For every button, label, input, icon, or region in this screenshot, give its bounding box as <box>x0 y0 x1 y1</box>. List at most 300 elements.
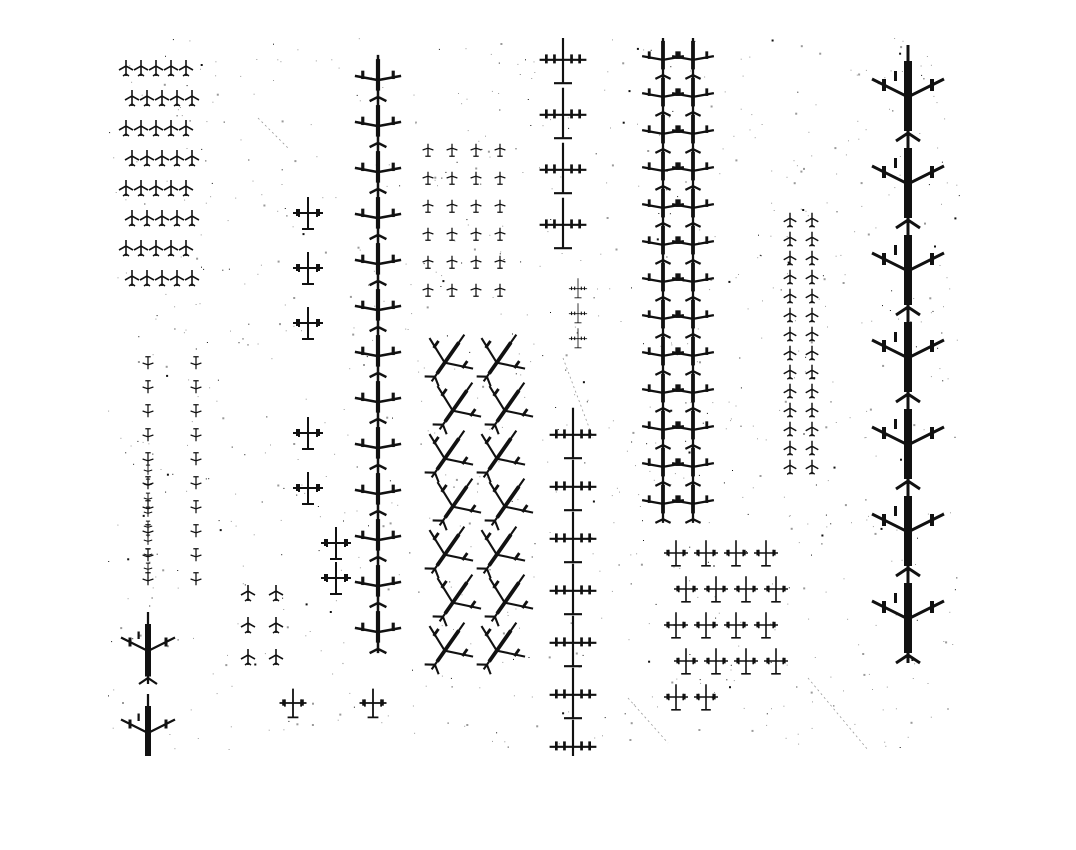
noise-speck <box>577 332 578 333</box>
noise-speck <box>201 234 202 235</box>
noise-speck <box>883 709 884 710</box>
noise-speck <box>475 168 477 170</box>
noise-speck <box>787 665 788 666</box>
noise-speck <box>927 56 928 57</box>
noise-speck <box>575 327 576 328</box>
noise-speck <box>876 456 877 457</box>
small-jet-column-aircraft <box>191 357 202 370</box>
noise-speck <box>162 569 164 571</box>
noise-speck <box>899 53 901 55</box>
noise-speck <box>757 257 758 258</box>
four-engine-column-aircraft <box>569 278 587 298</box>
dense-transport-column-aircraft <box>642 38 684 79</box>
fighter-cluster-aircraft <box>119 180 133 196</box>
twin-prop-cluster-aircraft <box>734 576 758 602</box>
noise-speck <box>392 418 393 419</box>
noise-speck <box>929 184 930 185</box>
fighter-cluster-right-aircraft <box>806 384 819 398</box>
noise-speck <box>428 430 429 431</box>
noise-speck <box>697 361 698 362</box>
noise-speck <box>283 609 284 610</box>
noise-speck <box>173 39 174 40</box>
noise-speck <box>229 749 230 750</box>
fighter-cluster-aircraft <box>149 180 163 196</box>
small-jets-mid-aircraft <box>471 144 482 157</box>
noise-speck <box>929 297 931 299</box>
noise-speck <box>503 632 505 634</box>
noise-speck <box>599 571 600 572</box>
noise-speck <box>744 708 745 709</box>
noise-speck <box>797 92 798 93</box>
noise-speck <box>282 169 283 170</box>
noise-speck <box>845 274 846 275</box>
noise-speck <box>588 400 589 401</box>
noise-speck <box>390 480 391 481</box>
twin-prop-cluster-aircraft <box>694 684 718 710</box>
fighter-cluster-aircraft <box>164 120 178 136</box>
noise-speck <box>374 271 375 272</box>
noise-speck <box>144 204 145 205</box>
attack-jets-aircraft <box>269 617 283 633</box>
noise-speck <box>596 153 597 154</box>
noise-speck <box>530 125 531 126</box>
noise-speck <box>753 487 754 488</box>
noise-speck <box>358 247 360 249</box>
noise-speck <box>654 480 655 481</box>
noise-speck <box>844 578 845 579</box>
noise-speck <box>707 413 708 414</box>
noise-speck <box>245 584 246 585</box>
noise-speck <box>453 629 454 630</box>
small-jet-column-aircraft <box>191 501 202 514</box>
noise-speck <box>306 603 308 605</box>
noise-speck <box>137 441 138 442</box>
noise-speck <box>360 100 361 101</box>
noise-speck <box>704 77 705 78</box>
fighter-cluster-aircraft <box>185 150 199 166</box>
noise-speck <box>543 125 544 126</box>
noise-speck <box>515 609 516 610</box>
noise-speck <box>387 186 388 187</box>
twin-engine-column-aircraft <box>360 689 387 718</box>
noise-speck <box>520 74 521 75</box>
bombers-diagonal-aircraft <box>418 367 494 444</box>
noise-speck <box>728 281 730 283</box>
noise-speck <box>698 328 699 329</box>
noise-speck <box>807 524 808 525</box>
noise-speck <box>798 744 799 745</box>
noise-speck <box>258 344 259 345</box>
noise-speck <box>921 66 922 67</box>
small-jets-mid-aircraft <box>423 284 434 297</box>
twin-engine-column-aircraft <box>280 689 307 718</box>
dense-transport-column-aircraft <box>672 111 714 153</box>
dense-transport-column-aircraft <box>672 333 714 375</box>
fighter-cluster-aircraft <box>179 240 193 256</box>
noise-speck <box>424 263 425 264</box>
noise-speck <box>955 589 956 590</box>
noise-speck <box>120 627 122 629</box>
four-engine-column-aircraft <box>569 328 587 348</box>
noise-speck <box>794 160 795 161</box>
noise-speck <box>445 474 446 475</box>
noise-speck <box>236 526 237 527</box>
noise-speck <box>725 91 726 92</box>
photo-frame <box>108 38 966 756</box>
noise-speck <box>451 678 452 679</box>
fighter-cluster-aircraft <box>179 60 193 76</box>
noise-speck <box>421 401 422 402</box>
noise-speck <box>743 76 744 77</box>
noise-speck <box>638 494 639 495</box>
noise-speck <box>753 426 754 427</box>
noise-speck <box>414 733 415 734</box>
noise-speck <box>861 182 863 184</box>
noise-speck <box>761 255 762 256</box>
noise-speck <box>519 628 520 629</box>
noise-speck <box>655 443 656 444</box>
twin-prop-cluster-aircraft <box>724 540 748 566</box>
fighter-cluster-aircraft <box>140 90 154 106</box>
noise-speck <box>612 164 614 166</box>
noise-speck <box>206 478 207 479</box>
bombers-diagonal-aircraft <box>470 367 546 444</box>
noise-speck <box>196 258 198 260</box>
noise-speck <box>726 428 727 429</box>
transport-column-aircraft <box>355 55 401 101</box>
noise-speck <box>762 300 763 301</box>
noise-speck <box>866 129 867 130</box>
noise-speck <box>208 478 209 479</box>
noise-speck <box>797 165 798 166</box>
noise-speck <box>335 197 336 198</box>
noise-speck <box>283 488 284 489</box>
heavy-transport-right-aircraft <box>872 393 944 489</box>
fighter-cluster-right-aircraft <box>784 327 797 341</box>
noise-speck <box>310 631 311 632</box>
small-plane-column-aircraft <box>144 535 152 545</box>
noise-speck <box>344 409 345 410</box>
noise-speck <box>941 333 942 334</box>
noise-speck <box>652 696 653 697</box>
noise-speck <box>794 377 795 378</box>
noise-speck <box>113 728 114 729</box>
fighter-cluster-aircraft <box>140 150 154 166</box>
noise-speck <box>771 203 772 204</box>
noise-speck <box>771 662 772 663</box>
bombers-diagonal-aircraft <box>410 511 486 588</box>
noise-speck <box>244 284 245 285</box>
fighter-cluster-aircraft <box>155 210 169 226</box>
noise-speck <box>631 287 632 288</box>
noise-speck <box>834 467 836 469</box>
noise-speck <box>811 555 812 556</box>
noise-speck <box>390 522 392 524</box>
noise-speck <box>729 402 730 403</box>
fighter-cluster-aircraft <box>149 60 163 76</box>
noise-speck <box>454 487 455 488</box>
twin-prop-cluster-aircraft <box>764 648 788 674</box>
bombers-diagonal-aircraft <box>410 607 486 684</box>
twin-engine-column-aircraft <box>293 417 323 449</box>
noise-speck <box>136 161 137 162</box>
noise-speck <box>825 426 827 428</box>
fighter-cluster-right-aircraft <box>806 441 819 455</box>
noise-speck <box>733 136 734 137</box>
small-jets-mid-aircraft <box>423 172 434 185</box>
noise-speck <box>301 485 302 486</box>
bombers-diagonal-aircraft <box>470 463 546 540</box>
noise-speck <box>227 655 228 656</box>
noise-speck <box>738 646 739 647</box>
noise-speck <box>827 202 828 203</box>
noise-speck <box>597 289 598 290</box>
noise-speck <box>612 495 613 496</box>
fighter-cluster-aircraft <box>134 120 148 136</box>
noise-speck <box>873 526 874 527</box>
noise-speck <box>700 683 701 684</box>
transport-column-aircraft <box>355 377 401 423</box>
noise-speck <box>512 501 513 502</box>
noise-speck <box>360 567 361 568</box>
noise-speck <box>265 452 266 453</box>
noise-speck <box>610 128 611 129</box>
small-plane-column-aircraft <box>144 465 152 475</box>
noise-speck <box>206 203 207 204</box>
aircraft-layer <box>119 38 944 756</box>
fighter-cluster-right-aircraft <box>784 270 797 284</box>
noise-speck <box>858 644 859 645</box>
noise-speck <box>774 210 775 211</box>
noise-speck <box>424 368 425 369</box>
background-noise <box>108 38 960 750</box>
noise-speck <box>825 306 826 307</box>
noise-speck <box>798 351 799 352</box>
noise-speck <box>133 464 134 465</box>
fighter-cluster-aircraft <box>119 240 133 256</box>
small-jets-mid-aircraft <box>495 172 506 185</box>
noise-speck <box>265 653 266 654</box>
noise-speck <box>257 274 258 275</box>
noise-speck <box>943 306 944 307</box>
noise-speck <box>278 261 280 263</box>
noise-speck <box>502 427 503 428</box>
noise-speck <box>685 402 686 403</box>
noise-speck <box>485 136 486 137</box>
noise-speck <box>311 124 312 125</box>
small-jet-column-aircraft <box>191 525 202 538</box>
noise-speck <box>270 445 271 446</box>
noise-speck <box>547 462 548 463</box>
noise-speck <box>181 257 182 258</box>
noise-speck <box>421 444 422 445</box>
noise-speck <box>634 704 635 705</box>
noise-speck <box>502 662 503 663</box>
noise-speck <box>201 64 203 66</box>
noise-speck <box>520 374 521 375</box>
noise-speck <box>731 418 732 419</box>
noise-speck <box>617 488 618 489</box>
noise-speck <box>827 327 828 328</box>
noise-speck <box>531 78 532 79</box>
noise-speck <box>550 219 551 220</box>
noise-speck <box>238 623 239 624</box>
noise-speck <box>771 708 772 709</box>
transport-column-aircraft <box>355 239 401 285</box>
noise-speck <box>532 697 533 698</box>
noise-speck <box>689 654 690 655</box>
noise-speck <box>359 38 360 39</box>
noise-speck <box>808 619 809 620</box>
fighter-cluster-right-aircraft <box>784 422 797 436</box>
bombers-diagonal-aircraft <box>418 463 494 540</box>
noise-speck <box>858 139 859 140</box>
noise-speck <box>562 253 563 254</box>
fighter-cluster-aircraft <box>125 150 139 166</box>
heavy-transport-right-aircraft <box>872 219 944 315</box>
noise-speck <box>280 61 281 62</box>
noise-speck <box>847 619 848 620</box>
noise-speck <box>734 680 735 681</box>
noise-speck <box>477 398 478 399</box>
dense-transport-column-aircraft <box>672 370 714 412</box>
twin-engine-column-aircraft <box>293 307 323 339</box>
noise-speck <box>248 160 249 161</box>
noise-speck <box>808 132 809 133</box>
noise-speck <box>138 361 140 363</box>
noise-speck <box>902 560 903 561</box>
noise-speck <box>456 479 458 481</box>
noise-speck <box>358 557 359 558</box>
noise-speck <box>460 526 461 527</box>
fighter-cluster-aircraft <box>179 120 193 136</box>
noise-speck <box>766 725 767 726</box>
noise-speck <box>388 588 390 590</box>
noise-speck <box>803 433 805 435</box>
noise-speck <box>787 236 788 237</box>
aircraft-photo <box>108 38 966 756</box>
fighter-cluster-aircraft <box>155 150 169 166</box>
noise-speck <box>471 546 472 547</box>
noise-speck <box>399 574 400 575</box>
noise-speck <box>812 701 813 702</box>
noise-speck <box>285 208 286 209</box>
noise-speck <box>166 366 168 368</box>
noise-speck <box>602 735 603 736</box>
transport-column-aircraft <box>355 147 401 193</box>
noise-speck <box>165 492 166 493</box>
noise-speck <box>854 724 855 725</box>
noise-speck <box>129 65 130 66</box>
noise-speck <box>232 447 233 448</box>
noise-speck <box>411 313 412 314</box>
noise-speck <box>448 723 449 724</box>
noise-speck <box>222 270 223 271</box>
noise-speck <box>239 342 240 343</box>
noise-speck <box>350 296 352 298</box>
noise-speck <box>222 417 224 419</box>
noise-speck <box>253 181 254 182</box>
four-engine-column-aircraft <box>550 668 597 718</box>
noise-speck <box>863 674 865 676</box>
noise-speck <box>854 231 855 232</box>
noise-speck <box>498 93 499 94</box>
noise-speck <box>207 342 208 343</box>
noise-speck <box>320 516 321 517</box>
noise-speck <box>381 722 382 723</box>
noise-speck <box>767 713 768 714</box>
fighter-cluster-aircraft <box>119 120 133 136</box>
noise-speck <box>934 246 936 248</box>
noise-speck <box>629 90 631 92</box>
noise-speck <box>241 139 242 140</box>
noise-speck <box>631 583 632 584</box>
bombers-diagonal-aircraft <box>462 319 538 396</box>
noise-speck <box>304 493 305 494</box>
large-transport-left-aircraft <box>121 694 175 756</box>
noise-speck <box>205 160 206 161</box>
noise-speck <box>180 107 181 108</box>
noise-speck <box>461 103 462 104</box>
noise-speck <box>449 581 450 582</box>
small-jet-column-aircraft <box>191 453 202 466</box>
noise-speck <box>786 738 787 739</box>
noise-speck <box>924 429 925 430</box>
noise-speck <box>192 421 193 422</box>
noise-speck <box>338 720 339 721</box>
noise-speck <box>429 518 430 519</box>
noise-speck <box>108 411 109 412</box>
fighter-cluster-right-aircraft <box>784 365 797 379</box>
noise-speck <box>200 69 201 70</box>
noise-speck <box>182 115 183 116</box>
noise-speck <box>775 629 776 630</box>
noise-speck <box>418 372 419 373</box>
noise-speck <box>178 109 179 110</box>
noise-speck <box>607 217 609 219</box>
noise-speck <box>843 690 844 691</box>
noise-speck <box>900 156 901 157</box>
noise-speck <box>559 743 560 744</box>
large-transport-left-aircraft <box>121 612 175 684</box>
noise-speck <box>108 561 109 562</box>
noise-speck <box>426 686 427 687</box>
noise-speck <box>262 502 263 503</box>
noise-speck <box>550 119 551 120</box>
fighter-cluster-aircraft <box>134 180 148 196</box>
noise-speck <box>161 469 162 470</box>
twin-engine-column-aircraft <box>293 197 323 229</box>
noise-speck <box>529 657 530 658</box>
fighter-cluster-right-aircraft <box>784 403 797 417</box>
fighter-cluster-right-aircraft <box>784 213 797 227</box>
noise-speck <box>900 747 901 748</box>
noise-speck <box>440 286 441 287</box>
noise-speck <box>306 399 307 400</box>
noise-speck <box>108 695 109 696</box>
noise-speck <box>625 713 626 714</box>
noise-speck <box>177 570 178 571</box>
noise-speck <box>384 301 385 302</box>
noise-speck <box>212 102 213 103</box>
noise-speck <box>164 84 166 86</box>
noise-speck <box>240 76 241 77</box>
noise-speck <box>397 505 398 506</box>
noise-speck <box>325 252 327 254</box>
noise-speck <box>832 382 833 383</box>
noise-speck <box>689 452 691 454</box>
noise-speck <box>466 724 468 726</box>
